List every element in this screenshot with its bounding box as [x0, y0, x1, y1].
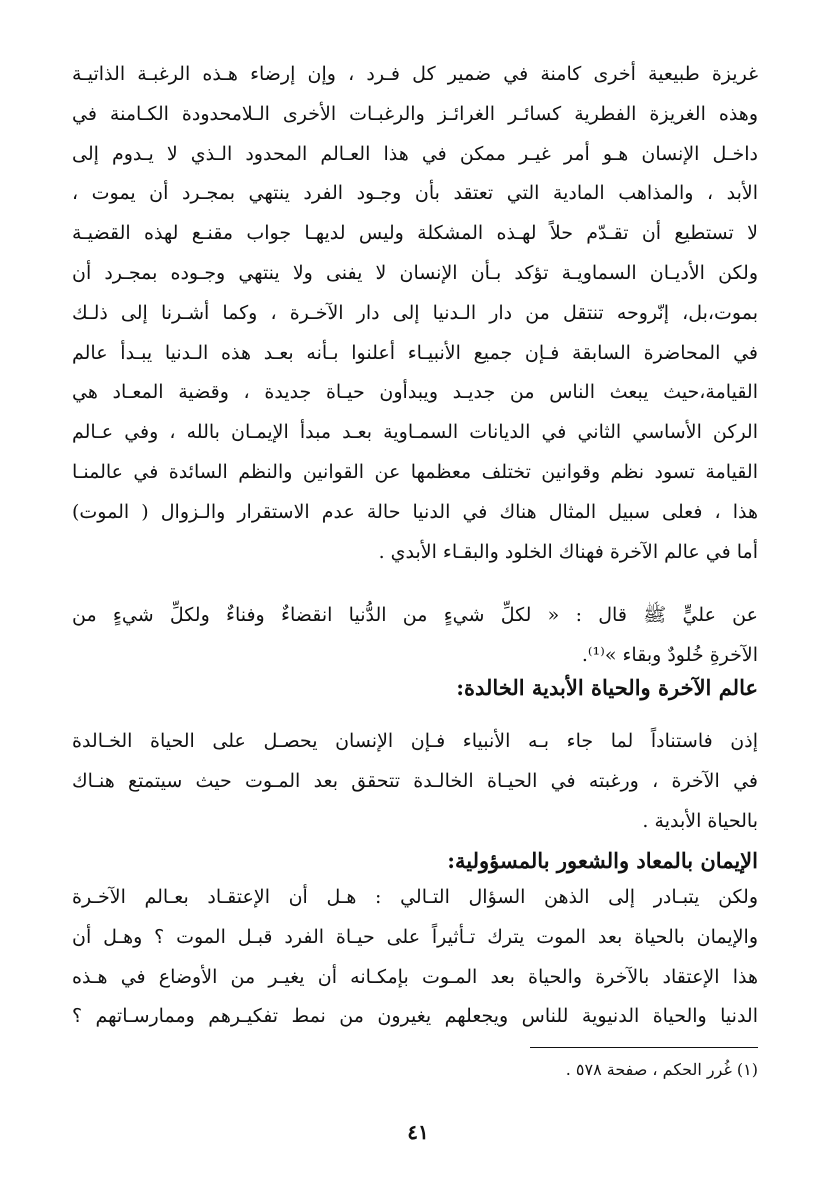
text-line: بموت،بل، إنّروحه تنتقل من دار الـدنيا إلى دار الآخـرة ، وكما أشـرنا إلى ذلـك — [72, 301, 758, 324]
quote-line: عن عليٍّ ﷺ قال : « لكلِّ شيءٍ من الدُّنيا انقضاءٌ وفناءٌ ولكلِّ شيءٍ من — [72, 604, 758, 626]
text-line: القيامة،حيث يبعث الناس من جديـد ويبدأون حيـاة جديدة ، وقضية المعـاد هي — [72, 381, 758, 404]
text-line: هذا ، فعلى سبيل المثال هناك في الدنيا حالة عدم الاستقرار والـزوال ( الموت) — [72, 500, 758, 523]
text-line: الركن الأساسي الثاني في الديانات السمـاوية بعـد مبدأ الإيمـان بالله ، وفي عـالم — [72, 421, 758, 444]
text-line: ولكن الأديـان السماويـة تؤكد بـأن الإنسان لا يفنى ولا ينتهي وجـوده بمجـرد أن — [72, 261, 758, 284]
text-line: بالحياة الأبدية . — [642, 809, 758, 832]
text-line: هذا الإعتقاد بالآخرة والحياة بعد المـوت بإمكـانه أن يغيـر من الأوضاع في هـذه — [72, 965, 758, 988]
text-line: وهذه الغريزة الفطرية كسائـر الغرائـز والرغبـات الأخرى الـلامحدودة الكـامنة في — [72, 102, 758, 125]
text-line: الأبد ، والمذاهب المادية التي تعتقد بأن وجـود الفرد ينتهي بمجـرد أن يموت ، — [72, 182, 758, 205]
paragraph-2 — [72, 722, 758, 841]
text-line: القيامة تسود نظم وقوانين تختلف معظمها عن القوانين والنظم السائدة في عالمنـا — [72, 460, 758, 483]
section-heading-responsibility: الإيمان بالمعاد والشعور بالمسؤولية: — [447, 848, 758, 873]
text-line: داخـل الإنسان هـو أمر غيـر ممكن في هذا العـالم المحدود الـذي لا يـدوم إلى — [72, 142, 758, 165]
text-line: أما في عالم الآخرة فهناك الخلود والبقـاء الأبدي . — [378, 540, 758, 563]
text-line: في المحاضرة السابقة فـإن جميع الأنبيـاء أعلنوا بـأنه بعـد هذه الـدنيا يبـدأ عالم — [72, 341, 758, 364]
hadith-quote — [72, 596, 758, 676]
text-line: غريزة طبيعية أخرى كامنة في ضمير كل فـرد ، وإن إرضاء هـذه الرغبـة الذاتيـة — [72, 63, 758, 85]
text-line: لا تستطيع أن تقـدّم حلاً لهـذه المشكلة وليس لديهـا جواب مقنـع لهذه القضيـة — [72, 222, 758, 245]
paragraph-3 — [72, 878, 758, 1037]
text-line: إذن فاستناداً لما جاء بـه الأنبياء فـإن الإنسان يحصـل على الحياة الخـالدة — [72, 730, 758, 752]
footnote: (١) غُرر الحكم ، صفحة ٥٧٨ . — [565, 1060, 758, 1079]
section-heading-afterlife: عالم الآخرة والحياة الأبدية الخالدة: — [456, 675, 758, 700]
text-line: في الآخرة ، ورغبته في الحيـاة الخالـدة تتحقق بعد المـوت حيث سيتمتع هنـاك — [72, 769, 758, 792]
quote-line: الآخرةِ خُلودٌ وبقاء »⁽¹⁾. — [581, 643, 758, 666]
text-line: ولكن يتبـادر إلى الذهن السؤال التـالي : هـل أن الإعتقـاد بعـالم الآخـرة — [72, 886, 758, 908]
page-number: ٤١ — [407, 1120, 429, 1144]
text-line: والإيمان بالحياة بعد الموت يترك تـأثيراً على حيـاة الفرد قبـل الموت ؟ وهـل أن — [72, 925, 758, 948]
footnote-divider — [530, 1047, 758, 1048]
text-line: الدنيا والحياة الدنيوية للناس ويجعلهم يغيرون من نمط تفكيـرهم وممارسـاتهم ؟ — [72, 1005, 758, 1028]
paragraph-1 — [72, 55, 758, 572]
